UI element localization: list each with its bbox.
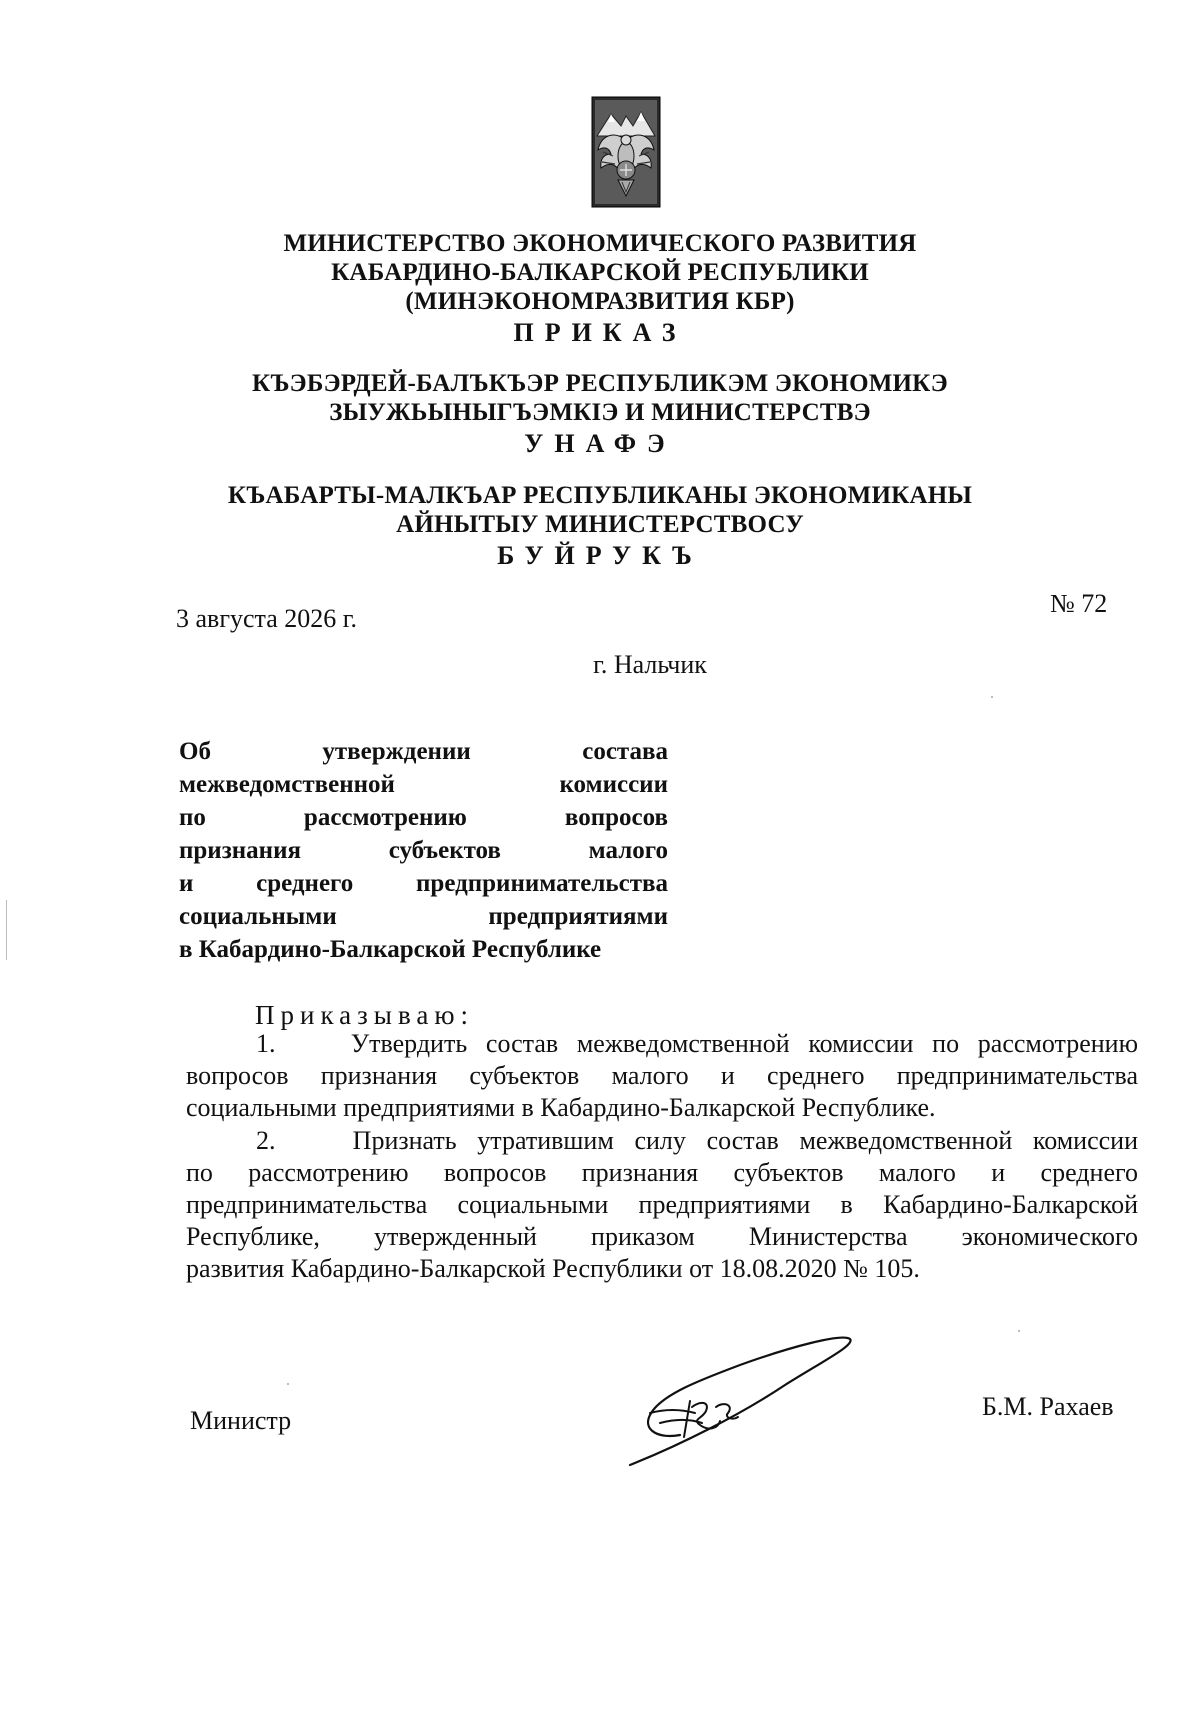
item-line: развития Кабардино-Балкарской Республики от 18.08.2020 № 105.: [186, 1254, 920, 1283]
document-number: № 72: [1050, 589, 1108, 618]
item-text: Признать утратившим силу состав межведомственной комиссии: [352, 1126, 1138, 1155]
signatory-name: Б.М. Рахаев: [982, 1392, 1114, 1421]
item-line: [186, 1125, 1138, 1157]
ministry-name-kbd-line-1: КЪЭБЭРДЕЙ-БАЛЪКЪЭР РЕСПУБЛИКЭМ ЭКОНОМИКЭ: [252, 370, 948, 397]
item-text: Утвердить состав межведомственной комиссии по рассмотрению: [350, 1029, 1139, 1058]
ministry-name-kbd-line-2: ЗЫУЖЬЫНЫГЪЭМКIЭ И МИНИСТЕРСТВЭ: [329, 399, 871, 426]
subject-line: социальными предприятиями: [179, 903, 668, 930]
ministry-name-line-2: КАБАРДИНО-БАЛКАРСКОЙ РЕСПУБЛИКИ: [331, 259, 869, 286]
ministry-name-line-1: МИНИСТЕРСТВО ЭКОНОМИЧЕСКОГО РАЗВИТИЯ: [283, 230, 917, 257]
ministry-abbreviation: (МИНЭКОНОМРАЗВИТИЯ КБР): [405, 288, 795, 315]
item-line: социальными предприятиями в Кабардино-Балкарской Республике.: [186, 1093, 936, 1122]
header-russian: [0, 229, 1200, 347]
doc-type-balkar: БУЙРУКЪ: [497, 541, 703, 570]
subject-line: межведомственной комиссии: [179, 771, 668, 798]
item-line: Республике, утвержденный приказом Министерства экономического: [186, 1222, 1138, 1251]
scan-speck: [287, 1383, 289, 1385]
order-item-1: [186, 1028, 1138, 1124]
subject-line: по рассмотрению вопросов: [179, 804, 668, 831]
item-line: предпринимательства социальными предприятиями в Кабардино-Балкарской: [186, 1190, 1138, 1219]
ministry-name-krc-line-1: КЪАБАРТЫ-МАЛКЪАР РЕСПУБЛИКАНЫ ЭКОНОМИКАНЫ: [227, 482, 973, 509]
document-date: 3 августа 2026 г.: [176, 604, 357, 633]
scan-speck: [991, 696, 993, 698]
header-balkar: [0, 481, 1200, 570]
order-item-2: [186, 1125, 1138, 1285]
order-word: Приказываю:: [255, 1000, 474, 1030]
handwritten-signature: [620, 1335, 870, 1475]
subject-line: признания субъектов малого: [179, 837, 668, 864]
signatory-title: Министр: [190, 1406, 292, 1435]
item-line: [186, 1028, 1138, 1060]
header-kabardian: [0, 369, 1200, 458]
scan-speck: [6, 900, 7, 960]
document-subject: [179, 735, 668, 966]
item-line: вопросов признания субъектов малого и среднего предпринимательства: [186, 1061, 1138, 1090]
item-number: 2.: [256, 1126, 276, 1155]
document-city: г. Нальчик: [593, 650, 707, 679]
subject-line: в Кабардино-Балкарской Республике: [179, 936, 602, 963]
ministry-name-krc-line-2: АЙНЫТЫУ МИНИСТЕРСТВОСУ: [396, 511, 804, 538]
subject-line: и среднего предпринимательства: [179, 870, 668, 897]
item-number: 1.: [256, 1029, 276, 1058]
item-line: по рассмотрению вопросов признания субъектов малого и среднего: [186, 1158, 1138, 1187]
coat-of-arms-icon: [591, 96, 661, 208]
subject-line: Об утверждении состава: [179, 738, 668, 765]
doc-type-kabardian: УНАФЭ: [524, 429, 676, 458]
doc-type-russian: ПРИКАЗ: [513, 318, 687, 347]
scan-speck: [1018, 1330, 1020, 1332]
